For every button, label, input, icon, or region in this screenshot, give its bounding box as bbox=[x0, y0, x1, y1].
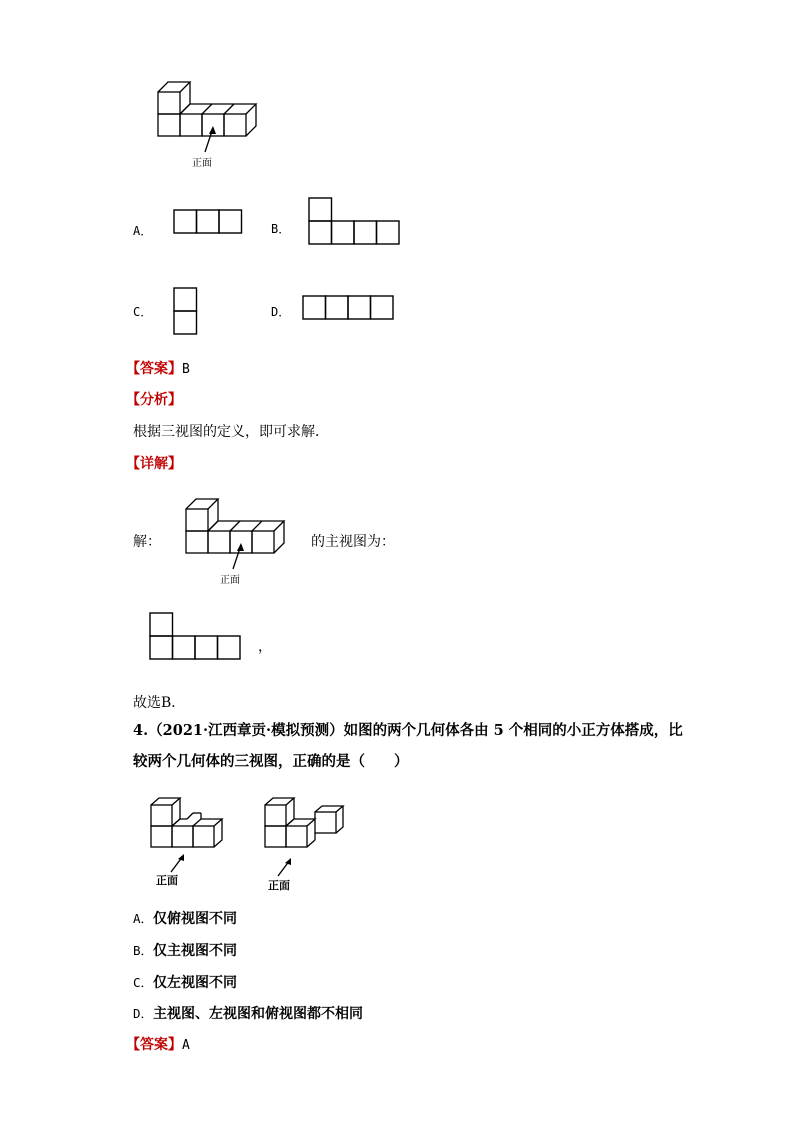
detail-prefix: 解： bbox=[133, 534, 161, 550]
analysis-text: 根据三视图的定义，即可求解． bbox=[133, 424, 329, 440]
question4-choice-a: A．仅俯视图不同 bbox=[133, 911, 238, 927]
analysis-tag: 【分析】 bbox=[126, 392, 182, 408]
answer-value-1: B bbox=[182, 362, 190, 377]
answer-tag-1: 【答案】B bbox=[126, 361, 190, 377]
question4-left-figure bbox=[146, 794, 238, 890]
question4-left-front-label: 正面 bbox=[156, 874, 178, 887]
question4-choice-b: B．仅主视图不同 bbox=[133, 943, 238, 959]
option-c-label: C． bbox=[133, 305, 153, 319]
detail-cube-figure bbox=[178, 491, 298, 591]
option-a-figure bbox=[173, 209, 245, 235]
option-d-label: D． bbox=[271, 305, 291, 319]
detail-tag: 【详解】 bbox=[126, 456, 182, 472]
option-b-figure bbox=[308, 197, 404, 247]
option-d-figure bbox=[302, 295, 398, 321]
question4-choice-d: D．主视图、左视图和俯视图都不相同 bbox=[133, 1006, 364, 1022]
option-c-figure bbox=[173, 287, 199, 337]
question4-right-figure bbox=[260, 794, 360, 894]
front-label: 正面 bbox=[192, 158, 212, 169]
question4-line2: 较两个几何体的三视图，正确的是（ ） bbox=[133, 753, 409, 770]
detail-suffix: 的主视图为： bbox=[311, 534, 395, 550]
detail-conclusion: 故选B． bbox=[133, 695, 186, 711]
top-cube-figure bbox=[150, 74, 270, 174]
question4-right-front-label: 正面 bbox=[268, 879, 290, 892]
detail-answer-figure bbox=[149, 612, 245, 664]
detail-comma: ， bbox=[258, 639, 272, 655]
answer-tag-2: 【答案】A bbox=[126, 1037, 190, 1053]
detail-front-label: 正面 bbox=[220, 575, 240, 586]
question4-choice-c: C．仅左视图不同 bbox=[133, 975, 238, 991]
option-b-label: B． bbox=[271, 222, 291, 236]
question4-line1: 4.（2021·江西章贡·模拟预测）如图的两个几何体各由 5 个相同的小正方体搭成，比 bbox=[133, 722, 683, 739]
answer-value-2: A bbox=[182, 1038, 190, 1053]
option-a-label: A． bbox=[133, 224, 153, 238]
